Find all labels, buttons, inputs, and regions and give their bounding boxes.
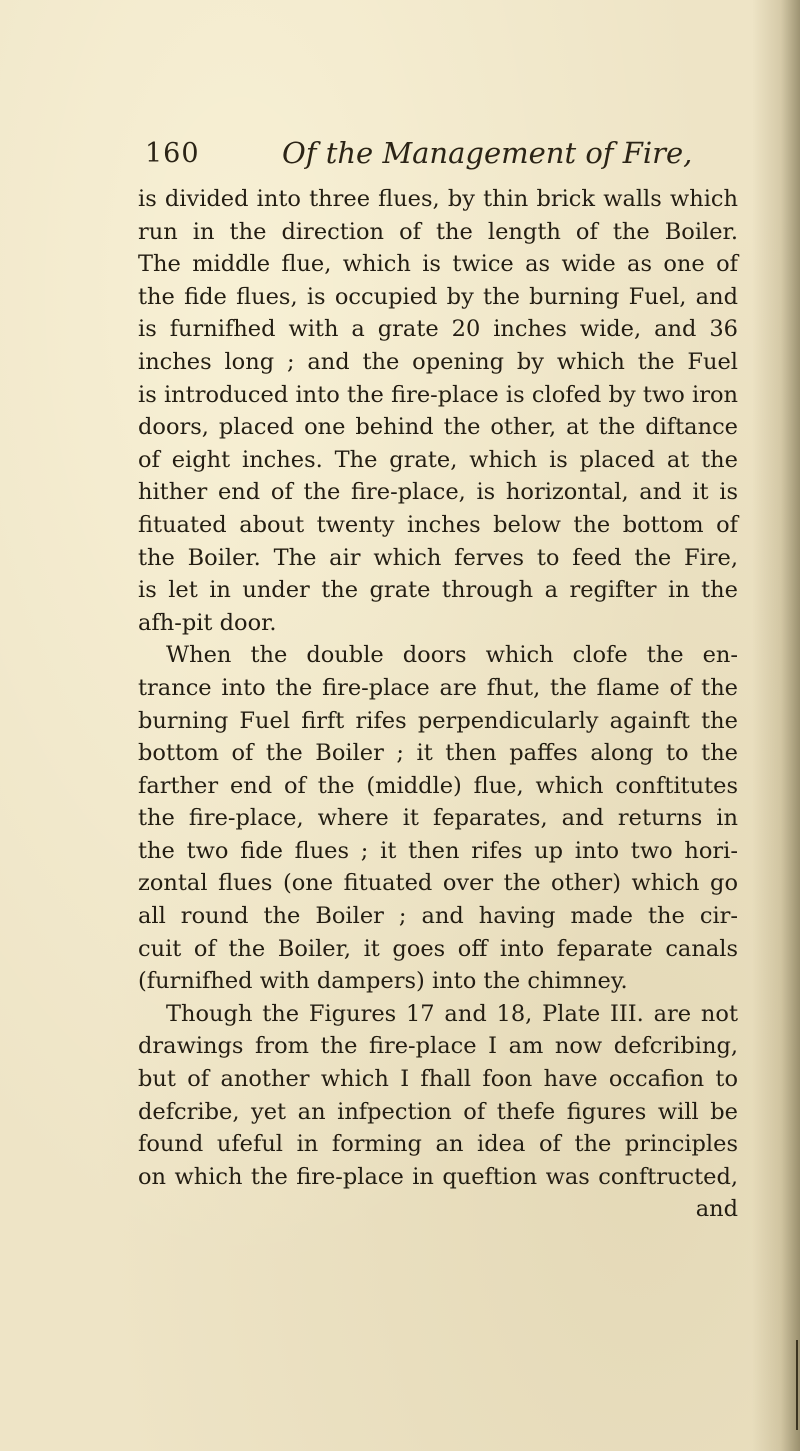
text-line: run in the direction of the length of the Boiler. [138, 218, 738, 245]
text-line: burning Fuel firft rifes perpendicularly againft the [138, 707, 738, 734]
text-line: drawings from the fire-place I am now defcribing, [138, 1033, 738, 1060]
page-edge-shadow [752, 0, 800, 1451]
text-line: but of another which I fhall foon have occafion to [138, 1066, 738, 1093]
text-line: the fire-place, where it feparates, and returns in [138, 805, 738, 832]
page-edge-mark [796, 1340, 798, 1430]
paragraph-last-line: afh-pit door. [138, 609, 277, 636]
text-line: The middle flue, which is twice as wide as one of [138, 251, 738, 278]
paragraph-last-line: (furnifhed with dampers) into the chimney. [138, 968, 628, 995]
text-line: is furnifhed with a grate 20 inches wide, and 36 [138, 316, 738, 343]
text-line: inches long ; and the opening by which the Fuel [138, 348, 738, 375]
text-line: trance into the fire-place are fhut, the flame of the [138, 674, 738, 701]
text-line: the two fide flues ; it then rifes up into two hori- [138, 837, 738, 864]
text-line: all round the Boiler ; and having made the cir- [138, 903, 738, 930]
text-line: the fide flues, is occupied by the burning Fuel, and [138, 283, 738, 310]
text-line: is let in under the grate through a regifter in the [138, 577, 738, 604]
text-line: on which the fire-place in queftion was conftructed, [138, 1163, 738, 1190]
text-line: fituated about twenty inches below the bottom of [138, 511, 738, 538]
text-line: doors, placed one behind the other, at the diftance [138, 414, 738, 441]
text-line: is introduced into the fire-place is clofed by two iron [138, 381, 738, 408]
body-text [138, 183, 738, 1226]
running-head-title: Of the Management of Fire, [282, 136, 693, 170]
text-line: is divided into three flues, by thin brick walls which [138, 186, 738, 212]
text-line: defcribe, yet an infpection of thefe figures will be [138, 1098, 738, 1125]
page-number: 160 [145, 138, 200, 169]
text-line: of eight inches. The grate, which is placed at the [138, 446, 738, 473]
catchword: and [695, 1196, 738, 1223]
paragraph-first-line: Though the Figures 17 and 18, Plate III. are not [166, 1000, 738, 1027]
text-line: bottom of the Boiler ; it then paffes along to the [138, 740, 738, 767]
text-line: the Boiler. The air which ferves to feed the Fire, [138, 544, 738, 571]
text-line: farther end of the (middle) flue, which conftitutes [138, 772, 738, 799]
text-line: found ufeful in forming an idea of the principles [138, 1131, 738, 1158]
paragraph-first-line: When the double doors which clofe the en- [166, 642, 738, 669]
running-head [145, 136, 693, 176]
text-line: zontal flues (one fituated over the other) which go [138, 870, 738, 897]
text-line: cuit of the Boiler, it goes off into feparate canals [138, 935, 738, 962]
text-line: hither end of the fire-place, is horizontal, and it is [138, 479, 738, 506]
